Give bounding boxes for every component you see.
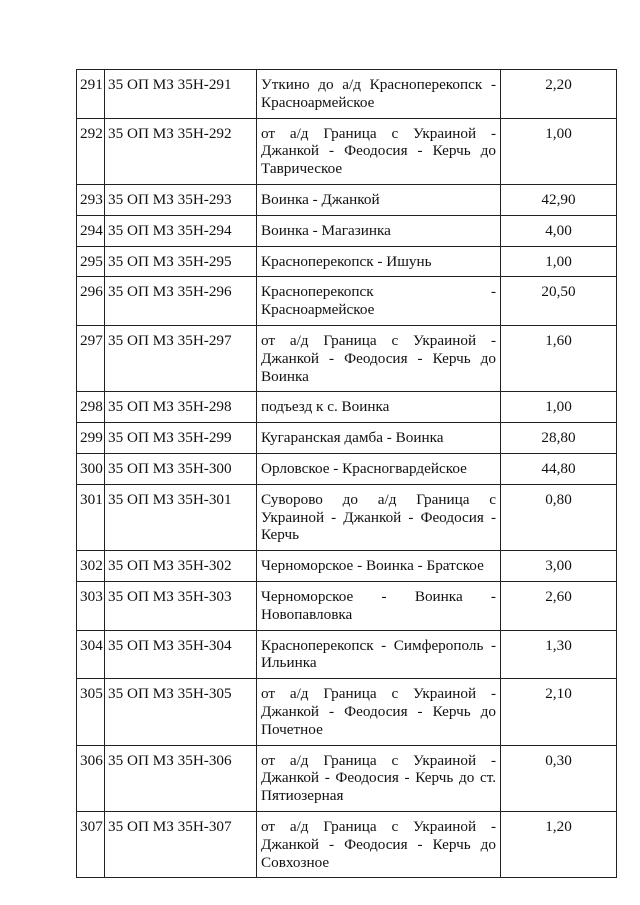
table-row (77, 679, 617, 745)
road-name (257, 184, 501, 215)
road-length: 4,00 (501, 215, 617, 246)
road-code: 35 ОП МЗ 35Н-305 (105, 679, 257, 745)
road-name-line: от а/д Граница с Украиной - (261, 124, 496, 142)
road-code: 35 ОП МЗ 35Н-306 (105, 745, 257, 811)
table-row (77, 392, 617, 423)
road-name (257, 70, 501, 119)
road-name-line: Воинка - Джанкой (261, 190, 380, 208)
row-number: 295 (77, 246, 105, 277)
row-number: 305 (77, 679, 105, 745)
road-name-line: Керчь (261, 526, 300, 544)
row-number: 304 (77, 630, 105, 679)
road-length: 20,50 (501, 277, 617, 326)
road-name (257, 679, 501, 745)
road-length: 1,00 (501, 392, 617, 423)
road-name-line: Черноморское - Воинка - Братское (261, 557, 484, 575)
table-row (77, 453, 617, 484)
road-name (257, 745, 501, 811)
row-number: 293 (77, 184, 105, 215)
document-page (76, 69, 616, 878)
road-code: 35 ОП МЗ 35Н-291 (105, 70, 257, 119)
road-name-line: Таврическое (261, 160, 343, 178)
road-name (257, 246, 501, 277)
road-name-line: Джанкой - Феодосия - Керчь до (261, 835, 496, 853)
row-number: 300 (77, 453, 105, 484)
road-code: 35 ОП МЗ 35Н-298 (105, 392, 257, 423)
road-name-line: Красноперекопск - Симферополь - (261, 636, 496, 654)
road-name-line: Совхозное (261, 853, 330, 871)
road-code: 35 ОП МЗ 35Н-293 (105, 184, 257, 215)
road-name (257, 551, 501, 582)
table-row (77, 277, 617, 326)
road-name-line: Джанкой - Феодосия - Керчь до (261, 349, 496, 367)
road-name-line: от а/д Граница с Украиной - (261, 751, 496, 769)
row-number: 297 (77, 325, 105, 391)
road-name-line: Воинка - Магазинка (261, 221, 391, 239)
row-number: 292 (77, 118, 105, 184)
road-length: 1,00 (501, 118, 617, 184)
table-row (77, 630, 617, 679)
road-name-line: Красноперекопск - (261, 283, 496, 301)
table-row (77, 118, 617, 184)
road-name-line: Джанкой - Феодосия - Керчь до (261, 142, 496, 160)
road-name-line: Красноармейское (261, 301, 375, 319)
roads-table (76, 69, 617, 878)
row-number: 303 (77, 581, 105, 630)
road-code: 35 ОП МЗ 35Н-292 (105, 118, 257, 184)
table-row (77, 484, 617, 550)
road-length: 28,80 (501, 423, 617, 454)
road-name-line: Почетное (261, 720, 323, 738)
road-length: 42,90 (501, 184, 617, 215)
road-name (257, 325, 501, 391)
table-row (77, 745, 617, 811)
road-code: 35 ОП МЗ 35Н-297 (105, 325, 257, 391)
road-length: 0,30 (501, 745, 617, 811)
road-code: 35 ОП МЗ 35Н-294 (105, 215, 257, 246)
table-row (77, 811, 617, 877)
row-number: 294 (77, 215, 105, 246)
table-row (77, 246, 617, 277)
road-name-line: от а/д Граница с Украиной - (261, 331, 496, 349)
road-name-line: от а/д Граница с Украиной - (261, 685, 496, 703)
table-row (77, 581, 617, 630)
road-name-line: Уткино до а/д Красноперекопск - (261, 76, 496, 93)
road-length: 0,80 (501, 484, 617, 550)
row-number: 306 (77, 745, 105, 811)
road-length: 2,10 (501, 679, 617, 745)
road-length: 2,20 (501, 70, 617, 119)
road-name (257, 277, 501, 326)
table-row (77, 215, 617, 246)
road-name-line: Суворово до а/д Граница с (261, 490, 496, 508)
road-name (257, 118, 501, 184)
road-code: 35 ОП МЗ 35Н-295 (105, 246, 257, 277)
road-name-line: Новопавловка (261, 605, 353, 623)
road-name (257, 392, 501, 423)
road-length: 3,00 (501, 551, 617, 582)
road-code: 35 ОП МЗ 35Н-303 (105, 581, 257, 630)
table-row (77, 325, 617, 391)
table-row (77, 70, 617, 119)
row-number: 296 (77, 277, 105, 326)
road-code: 35 ОП МЗ 35Н-307 (105, 811, 257, 877)
road-length: 44,80 (501, 453, 617, 484)
road-name-line: Черноморское - Воинка - (261, 587, 496, 605)
road-length: 1,30 (501, 630, 617, 679)
road-name (257, 811, 501, 877)
road-name-line: Кугаранская дамба - Воинка (261, 429, 444, 447)
road-name-line: подъезд к с. Воинка (261, 398, 390, 416)
road-name (257, 581, 501, 630)
row-number: 302 (77, 551, 105, 582)
road-name (257, 630, 501, 679)
roads-table-body (77, 70, 617, 878)
road-name-line: Джанкой - Феодосия - Керчь до ст. (261, 769, 496, 787)
table-row (77, 551, 617, 582)
road-name (257, 484, 501, 550)
road-length: 1,60 (501, 325, 617, 391)
road-name (257, 453, 501, 484)
road-name-line: Пятиозерная (261, 787, 344, 805)
row-number: 298 (77, 392, 105, 423)
road-name (257, 423, 501, 454)
road-code: 35 ОП МЗ 35Н-304 (105, 630, 257, 679)
road-name-line: Воинка (261, 367, 309, 385)
road-code: 35 ОП МЗ 35Н-300 (105, 453, 257, 484)
road-name-line: от а/д Граница с Украиной - (261, 817, 496, 835)
road-length: 2,60 (501, 581, 617, 630)
road-name (257, 215, 501, 246)
road-name-line: Орловское - Красногвардейское (261, 459, 467, 477)
road-code: 35 ОП МЗ 35Н-302 (105, 551, 257, 582)
row-number: 299 (77, 423, 105, 454)
road-name-line: Красноармейское (261, 93, 375, 111)
road-code: 35 ОП МЗ 35Н-301 (105, 484, 257, 550)
road-code: 35 ОП МЗ 35Н-299 (105, 423, 257, 454)
road-length: 1,00 (501, 246, 617, 277)
row-number: 301 (77, 484, 105, 550)
row-number: 307 (77, 811, 105, 877)
road-length: 1,20 (501, 811, 617, 877)
row-number: 291 (77, 70, 105, 119)
road-name-line: Красноперекопск - Ишунь (261, 252, 432, 270)
road-name-line: Ильинка (261, 654, 317, 672)
road-name-line: Джанкой - Феодосия - Керчь до (261, 702, 496, 720)
table-row (77, 423, 617, 454)
road-name-line: Украиной - Джанкой - Феодосия - (261, 508, 496, 526)
table-row (77, 184, 617, 215)
road-code: 35 ОП МЗ 35Н-296 (105, 277, 257, 326)
